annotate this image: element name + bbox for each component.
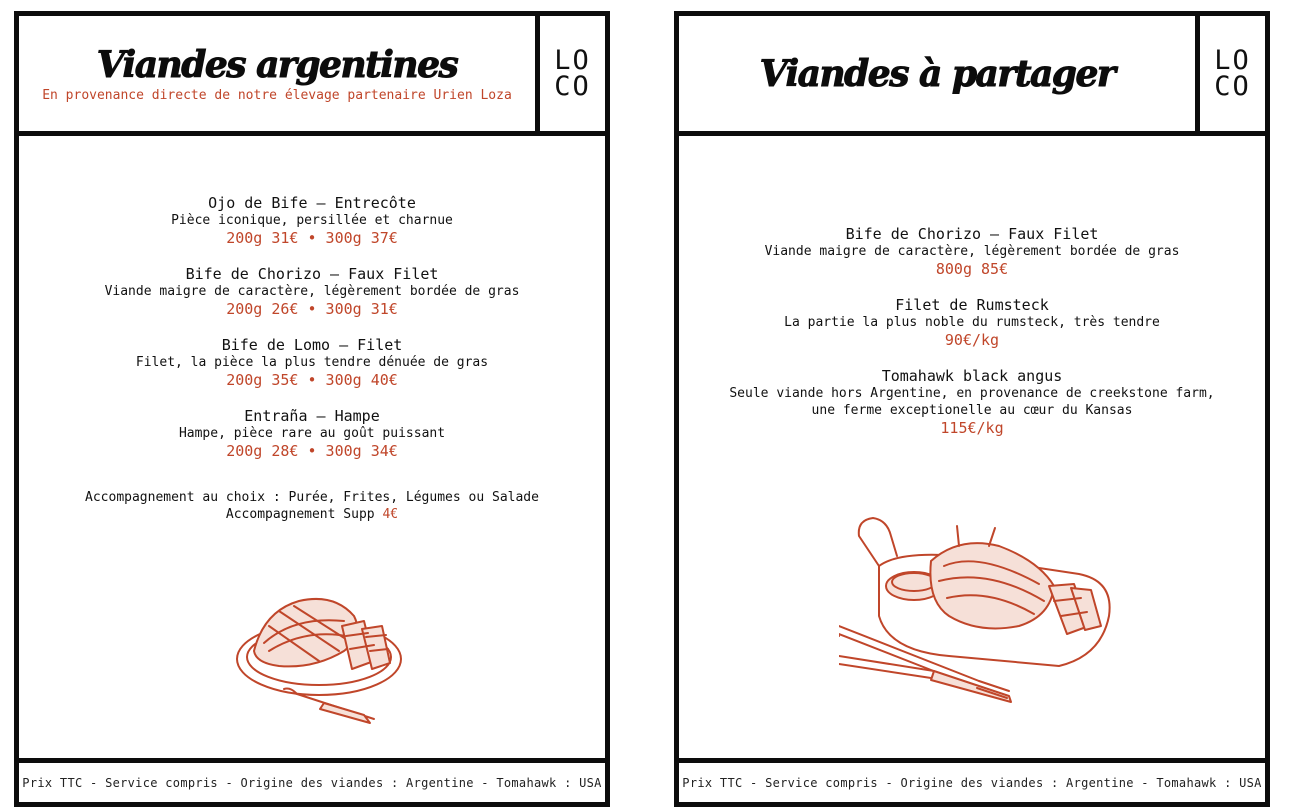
logo-line-1: LO <box>554 44 591 76</box>
menu-item <box>19 336 605 390</box>
item-price: 200g 26€ • 300g 31€ <box>226 300 398 318</box>
menu-items-list <box>19 194 605 523</box>
page-title: Viandes argentines <box>96 44 458 86</box>
supp-line <box>19 506 605 523</box>
item-price: 800g 85€ <box>935 260 1009 278</box>
page-subtitle: En provenance directe de notre élevage partenaire Urien Loza <box>42 88 512 103</box>
menu-item <box>19 194 605 248</box>
sides-line: Accompagnement au choix : Purée, Frites, Légumes ou Salade <box>85 490 539 505</box>
item-name: Entraña – Hampe <box>244 407 380 425</box>
footer: Prix TTC - Service compris - Origine des viandes : Argentine - Tomahawk : USA <box>19 758 605 802</box>
menu-item <box>679 225 1265 279</box>
item-name: Ojo de Bife – Entrecôte <box>208 194 416 212</box>
menu-card-sharing-meats <box>674 11 1270 807</box>
item-description: Filet, la pièce la plus tendre dénuée de gras <box>135 355 489 370</box>
supp-label: Accompagnement Supp <box>225 507 375 522</box>
item-price: 200g 35€ • 300g 40€ <box>226 371 398 389</box>
menu-items-list <box>679 225 1265 455</box>
item-description: Hampe, pièce rare au goût puissant <box>178 426 446 441</box>
item-description: Viande maigre de caractère, légèrement bordée de gras <box>104 284 520 299</box>
title-box <box>19 16 535 131</box>
title-box <box>679 16 1195 131</box>
logo-line-2: CO <box>554 70 591 102</box>
card-header <box>679 16 1265 136</box>
cutting-board-illustration <box>839 506 1119 716</box>
menu-item <box>19 265 605 319</box>
item-name: Tomahawk black angus <box>881 367 1063 385</box>
item-description: La partie la plus noble du rumsteck, très tendre <box>784 315 1160 330</box>
item-price: 200g 28€ • 300g 34€ <box>226 442 398 460</box>
logo-line-2: CO <box>1214 70 1251 102</box>
steak-plate-illustration <box>224 581 419 731</box>
item-price: 200g 31€ • 300g 37€ <box>226 229 398 247</box>
footer: Prix TTC - Service compris - Origine des viandes : Argentine - Tomahawk : USA <box>679 758 1265 802</box>
item-name: Bife de Chorizo – Faux Filet <box>185 265 439 283</box>
menu-item <box>679 296 1265 350</box>
logo-line-1: LO <box>1214 44 1251 76</box>
item-description: Viande maigre de caractère, légèrement bordée de gras <box>764 244 1180 259</box>
menu-item <box>679 367 1265 438</box>
menu-item <box>19 407 605 461</box>
loco-logo <box>535 16 605 131</box>
item-name: Bife de Lomo – Filet <box>221 336 403 354</box>
sides-info <box>19 489 605 523</box>
item-name: Bife de Chorizo – Faux Filet <box>845 225 1099 243</box>
item-description: Seule viande hors Argentine, en provenance de creekstone farm, une ferme exceptionelle au cœur du Kansas <box>729 386 1215 418</box>
supp-price: 4€ <box>382 507 399 522</box>
item-name: Filet de Rumsteck <box>895 296 1049 314</box>
loco-logo <box>1195 16 1265 131</box>
item-price: 115€/kg <box>940 419 1004 437</box>
item-description: Pièce iconique, persillée et charnue <box>171 213 453 228</box>
menu-card-argentine-meats <box>14 11 610 807</box>
item-price: 90€/kg <box>944 331 1000 349</box>
card-header <box>19 16 605 136</box>
page-title: Viandes à partager <box>759 52 1115 95</box>
